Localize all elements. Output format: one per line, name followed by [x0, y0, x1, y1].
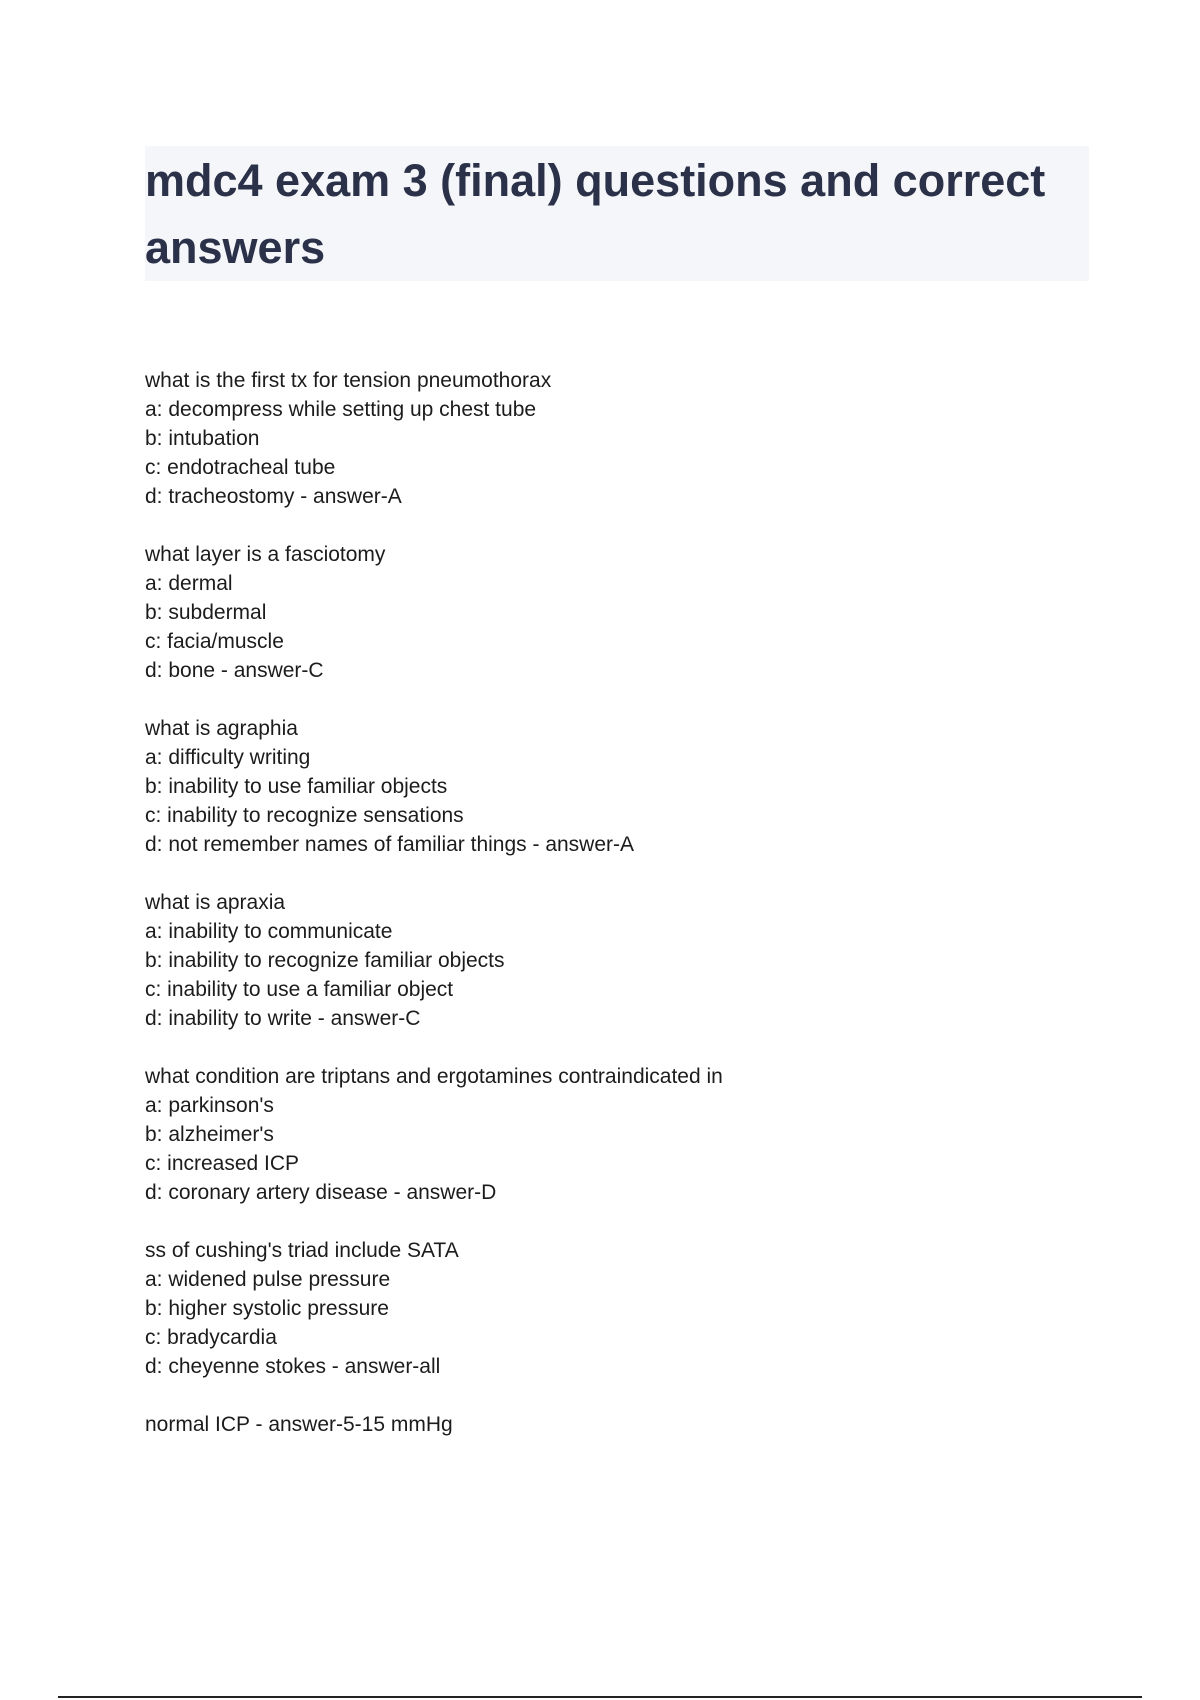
answer-option: b: inability to use familiar objects	[145, 775, 448, 798]
answer-option: c: inability to recognize sensations	[145, 804, 464, 827]
answer-option: b: alzheimer's	[145, 1123, 274, 1146]
question-text: normal ICP - answer-5-15 mmHg	[145, 1413, 453, 1436]
answer-option: d: inability to write - answer-C	[145, 1007, 421, 1030]
answer-option: a: inability to communicate	[145, 920, 393, 943]
answer-option: d: not remember names of familiar things - answer-A	[145, 833, 635, 856]
question-block	[145, 540, 1085, 685]
question-text: what is apraxia	[145, 891, 286, 914]
answer-option: b: higher systolic pressure	[145, 1297, 389, 1320]
question-block	[145, 1236, 1085, 1381]
answer-option: a: widened pulse pressure	[145, 1268, 391, 1291]
question-block	[145, 366, 1085, 511]
question-text: ss of cushing's triad include SATA	[145, 1239, 459, 1262]
question-text: what condition are triptans and ergotamines contraindicated in	[145, 1065, 723, 1088]
answer-option: c: facia/muscle	[145, 630, 284, 653]
footer-divider	[58, 1696, 1142, 1698]
question-list	[145, 366, 1085, 1468]
answer-option: c: bradycardia	[145, 1326, 277, 1349]
document-title: mdc4 exam 3 (final) questions and correct answers	[145, 155, 1046, 273]
answer-option: a: decompress while setting up chest tube	[145, 398, 537, 421]
answer-option: c: endotracheal tube	[145, 456, 336, 479]
answer-option: b: inability to recognize familiar objects	[145, 949, 505, 972]
answer-option: d: cheyenne stokes - answer-all	[145, 1355, 441, 1378]
question-block	[145, 1062, 1085, 1207]
answer-option: d: bone - answer-C	[145, 659, 324, 682]
question-block	[145, 1410, 1085, 1439]
question-block	[145, 888, 1085, 1033]
answer-option: b: subdermal	[145, 601, 267, 624]
answer-option: c: increased ICP	[145, 1152, 300, 1175]
question-text: what layer is a fasciotomy	[145, 543, 386, 566]
answer-option: d: tracheostomy - answer-A	[145, 485, 402, 508]
answer-option: b: intubation	[145, 427, 260, 450]
title-block	[145, 146, 1089, 281]
answer-option: d: coronary artery disease - answer-D	[145, 1181, 497, 1204]
question-text: what is the first tx for tension pneumothorax	[145, 369, 552, 392]
answer-option: a: difficulty writing	[145, 746, 311, 769]
answer-option: a: parkinson's	[145, 1094, 274, 1117]
question-block	[145, 714, 1085, 859]
answer-option: a: dermal	[145, 572, 233, 595]
answer-option: c: inability to use a familiar object	[145, 978, 454, 1001]
question-text: what is agraphia	[145, 717, 298, 740]
